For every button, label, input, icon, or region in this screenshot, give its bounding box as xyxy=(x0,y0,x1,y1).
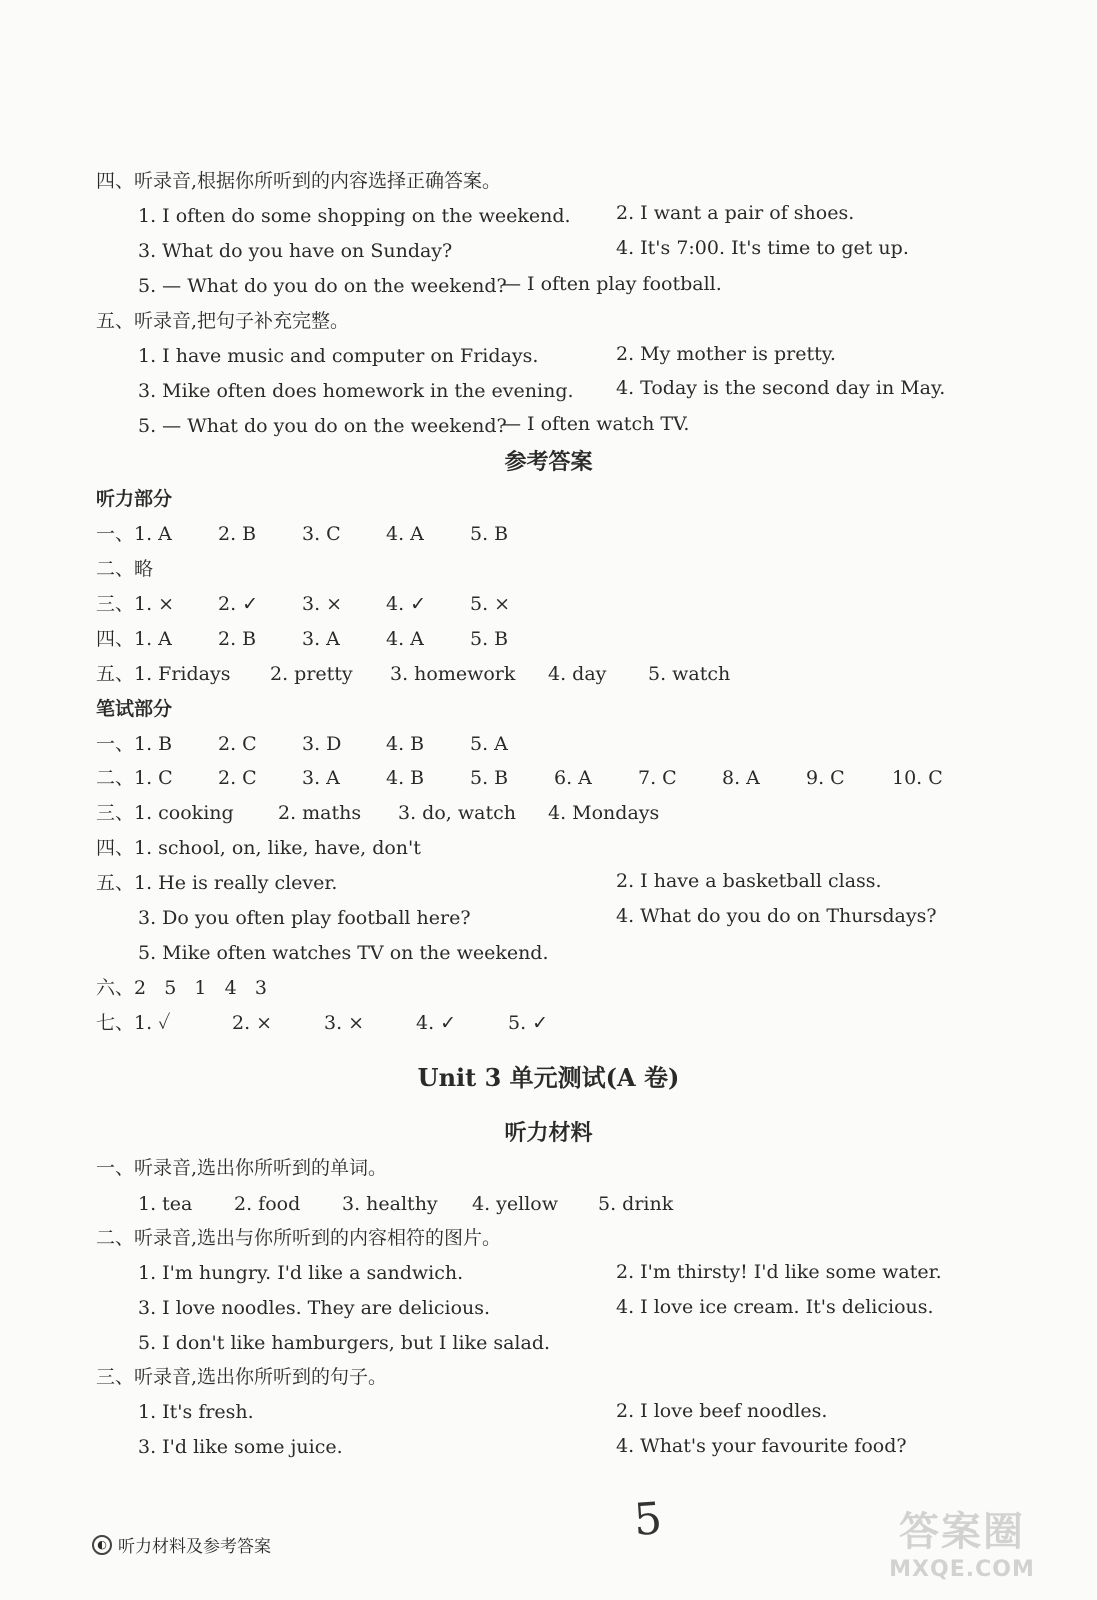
answer-cell: 4. What do you do on Thursdays? xyxy=(616,905,937,927)
answer-cell: 3. A xyxy=(302,628,340,650)
list-item: 4. Today is the second day in May. xyxy=(616,377,946,399)
answer-cell: 6. A xyxy=(554,767,592,789)
answer-cell: 三、1. cooking xyxy=(96,802,234,824)
answer-cell: 3. C xyxy=(302,523,341,545)
written-heading: 笔试部分 xyxy=(96,698,173,720)
answer-cell: 4. Mondays xyxy=(548,802,660,824)
listening-heading: 听力部分 xyxy=(96,488,173,510)
section-heading: 一、听录音,选出你所听到的单词。 xyxy=(96,1157,388,1179)
list-item: 1. I often do some shopping on the weekend. xyxy=(138,205,571,227)
answer-cell: 2. ✓ xyxy=(218,593,259,615)
section-heading: 五、听录音,把句子补充完整。 xyxy=(96,310,350,332)
answer-row xyxy=(96,525,508,544)
list-item: 4. What's your favourite food? xyxy=(616,1435,907,1457)
answer-cell: 3. homework xyxy=(390,663,516,685)
answer-cell: 2. B xyxy=(218,628,257,650)
answer-cell: 7. C xyxy=(638,767,677,789)
answer-cell: 2. C xyxy=(218,733,257,755)
answer-cell: 2. I have a basketball class. xyxy=(616,870,882,892)
list-item: 4. I love ice cream. It's delicious. xyxy=(616,1296,934,1318)
answer-cell: 5. B xyxy=(470,523,509,545)
list-item: 3. Mike often does homework in the evening. xyxy=(138,380,574,402)
watermark-url: MXQE.COM xyxy=(889,1557,1035,1582)
answer-cell: 8. A xyxy=(722,767,760,789)
answer-cell: 一、1. A xyxy=(96,523,172,545)
list-item: 5. — What do you do on the weekend? xyxy=(138,415,507,437)
answer-cell: 3. × xyxy=(302,593,343,615)
answer-cell: 3. A xyxy=(302,767,340,789)
answer-cell: 5. ✓ xyxy=(508,1012,549,1034)
page-footer xyxy=(92,1532,271,1557)
answer-cell: 4. ✓ xyxy=(386,593,427,615)
answer-cell: 2. pretty xyxy=(270,663,353,685)
watermark-text: 答案圈 xyxy=(899,1509,1025,1555)
answer-cell: 2. maths xyxy=(278,802,362,824)
list-item: 1. I have music and computer on Fridays. xyxy=(138,345,539,367)
answer-cell: 2. C xyxy=(218,767,257,789)
answer-cell: 5. watch xyxy=(648,663,731,685)
answer-row xyxy=(96,1014,548,1033)
answer-cell: 4. B xyxy=(386,767,425,789)
list-item: 5. I don't like hamburgers, but I like salad. xyxy=(138,1332,551,1354)
answer-cell: 三、1. × xyxy=(96,593,175,615)
answer-cell: 5. B xyxy=(470,628,509,650)
footer-label: 听力材料及参考答案 xyxy=(118,1537,271,1557)
list-item: 3. healthy xyxy=(342,1193,438,1215)
list-item xyxy=(138,1195,673,1214)
answer-cell: 四、1. school, on, like, have, don't xyxy=(96,837,421,859)
answer-cell: 3. × xyxy=(324,1012,365,1034)
section-heading: 二、听录音,选出与你所听到的内容相符的图片。 xyxy=(96,1227,502,1249)
answer-cell: 4. A xyxy=(386,628,424,650)
answer-row xyxy=(96,839,421,858)
answer-cell: 4. ✓ xyxy=(416,1012,457,1034)
answer-row xyxy=(96,769,943,788)
answer-cell: 10. C xyxy=(892,767,943,789)
answer-row xyxy=(96,560,153,579)
list-item: 1. I'm hungry. I'd like a sandwich. xyxy=(138,1262,464,1284)
answer-cell: 2. × xyxy=(232,1012,273,1034)
answer-cell: 二、1. C xyxy=(96,767,173,789)
unit-title: Unit 3 单元测试(A 卷) xyxy=(417,1063,680,1092)
list-item: 2. I love beef noodles. xyxy=(616,1400,828,1422)
answer-cell: 4. day xyxy=(548,663,607,685)
answer-cell: 四、1. A xyxy=(96,628,172,650)
list-item: 5. drink xyxy=(598,1193,674,1215)
list-item: 2. I want a pair of shoes. xyxy=(616,202,855,224)
answer-cell: 4. B xyxy=(386,733,425,755)
list-item: — I often play football. xyxy=(502,273,722,295)
answer-cell: 4. A xyxy=(386,523,424,545)
answer-cell: 3. Do you often play football here? xyxy=(138,907,471,929)
section-heading: 四、听录音,根据你所听到的内容选择正确答案。 xyxy=(96,170,502,192)
answer-cell: 9. C xyxy=(806,767,845,789)
list-item: 3. I'd like some juice. xyxy=(138,1436,343,1458)
list-item: — I often watch TV. xyxy=(502,413,690,435)
list-item: 4. yellow xyxy=(472,1193,559,1215)
watermark-logo xyxy=(867,1500,1057,1590)
list-item: 1. It's fresh. xyxy=(138,1401,254,1423)
list-item: 2. food xyxy=(234,1193,301,1215)
answer-cell: 2. B xyxy=(218,523,257,545)
unit-subtitle: 听力材料 xyxy=(504,1120,593,1146)
list-item: 2. My mother is pretty. xyxy=(616,343,836,365)
answer-cell: 5. × xyxy=(470,593,511,615)
section-heading: 三、听录音,选出你所听到的句子。 xyxy=(96,1366,388,1388)
answer-cell: 3. do, watch xyxy=(398,802,516,824)
answers-title: 参考答案 xyxy=(504,449,593,475)
answer-row xyxy=(96,630,508,649)
answer-row xyxy=(96,735,508,754)
list-item: 2. I'm thirsty! I'd like some water. xyxy=(616,1261,942,1283)
page-number: 5 xyxy=(632,1493,664,1546)
answer-row xyxy=(96,665,730,684)
list-item: 1. tea xyxy=(138,1193,193,1215)
answer-cell: 五、1. He is really clever. xyxy=(96,872,338,894)
answer-cell: 五、1. Fridays xyxy=(96,663,231,685)
answer-cell: 七、1. ✓ xyxy=(96,1012,171,1034)
answer-cell: 3. D xyxy=(302,733,342,755)
answer-cell: 5. B xyxy=(470,767,509,789)
list-item: 3. I love noodles. They are delicious. xyxy=(138,1297,491,1319)
answer-row: 六、2 5 1 4 3 xyxy=(96,977,267,999)
answer-cell: 一、1. B xyxy=(96,733,173,755)
list-item: 4. It's 7:00. It's time to get up. xyxy=(616,237,909,259)
list-item: 5. — What do you do on the weekend? xyxy=(138,275,507,297)
answer-row xyxy=(96,804,659,823)
answer-cell: 5. Mike often watches TV on the weekend. xyxy=(138,942,549,964)
headphone-icon: ◐ xyxy=(92,1535,112,1555)
answer-cell: 5. A xyxy=(470,733,508,755)
list-item: 3. What do you have on Sunday? xyxy=(138,240,453,262)
answer-row xyxy=(96,595,510,614)
answer-cell: 二、略 xyxy=(96,558,154,580)
